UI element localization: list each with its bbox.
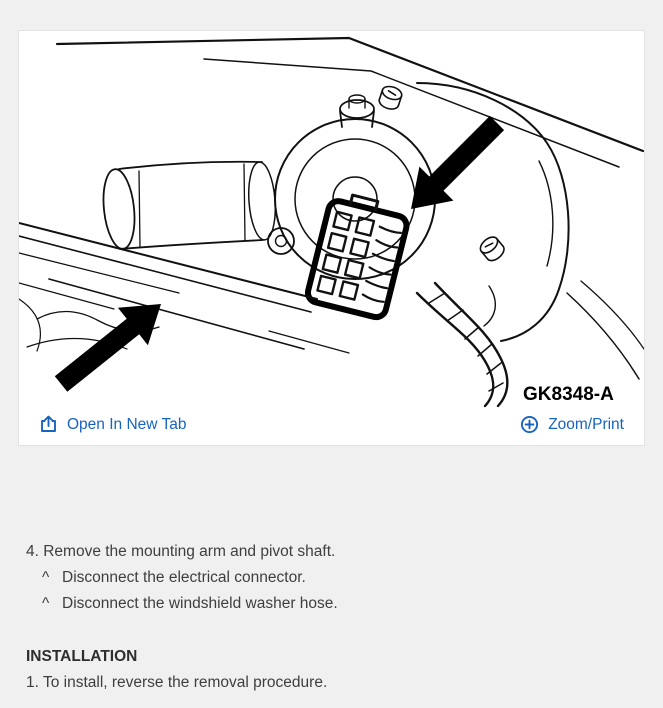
instructions	[26, 539, 643, 696]
removal-step: 4. Remove the mounting arm and pivot shaft.	[26, 543, 336, 560]
figure-label: GK8348-A	[523, 384, 614, 405]
sub-step-marker: ^	[42, 595, 50, 612]
sub-step-text: Disconnect the electrical connector.	[62, 569, 306, 586]
installation-step: 1. To install, reverse the removal procedure.	[26, 674, 328, 691]
sub-step-text: Disconnect the windshield washer hose.	[62, 595, 338, 612]
open-in-new-tab-label: Open In New Tab	[67, 415, 187, 433]
figure-area	[19, 31, 644, 408]
zoom-icon	[520, 415, 539, 434]
removal-sub-step	[42, 565, 643, 591]
washer-hose	[417, 283, 507, 406]
open-in-new-tab-icon	[39, 415, 58, 434]
figure-toolbar	[19, 408, 644, 445]
zoom-print-label: Zoom/Print	[548, 415, 624, 433]
installation-heading: INSTALLATION	[26, 648, 138, 665]
removal-sub-step	[42, 591, 643, 617]
wiper-motor-diagram	[19, 31, 644, 408]
connector-arrow	[411, 116, 504, 209]
open-in-new-tab-link[interactable]	[39, 415, 186, 434]
hose-arrow	[55, 304, 161, 392]
sub-step-marker: ^	[42, 569, 50, 586]
figure-card	[18, 30, 645, 446]
zoom-print-link[interactable]	[520, 415, 624, 434]
electrical-connector	[306, 190, 411, 319]
